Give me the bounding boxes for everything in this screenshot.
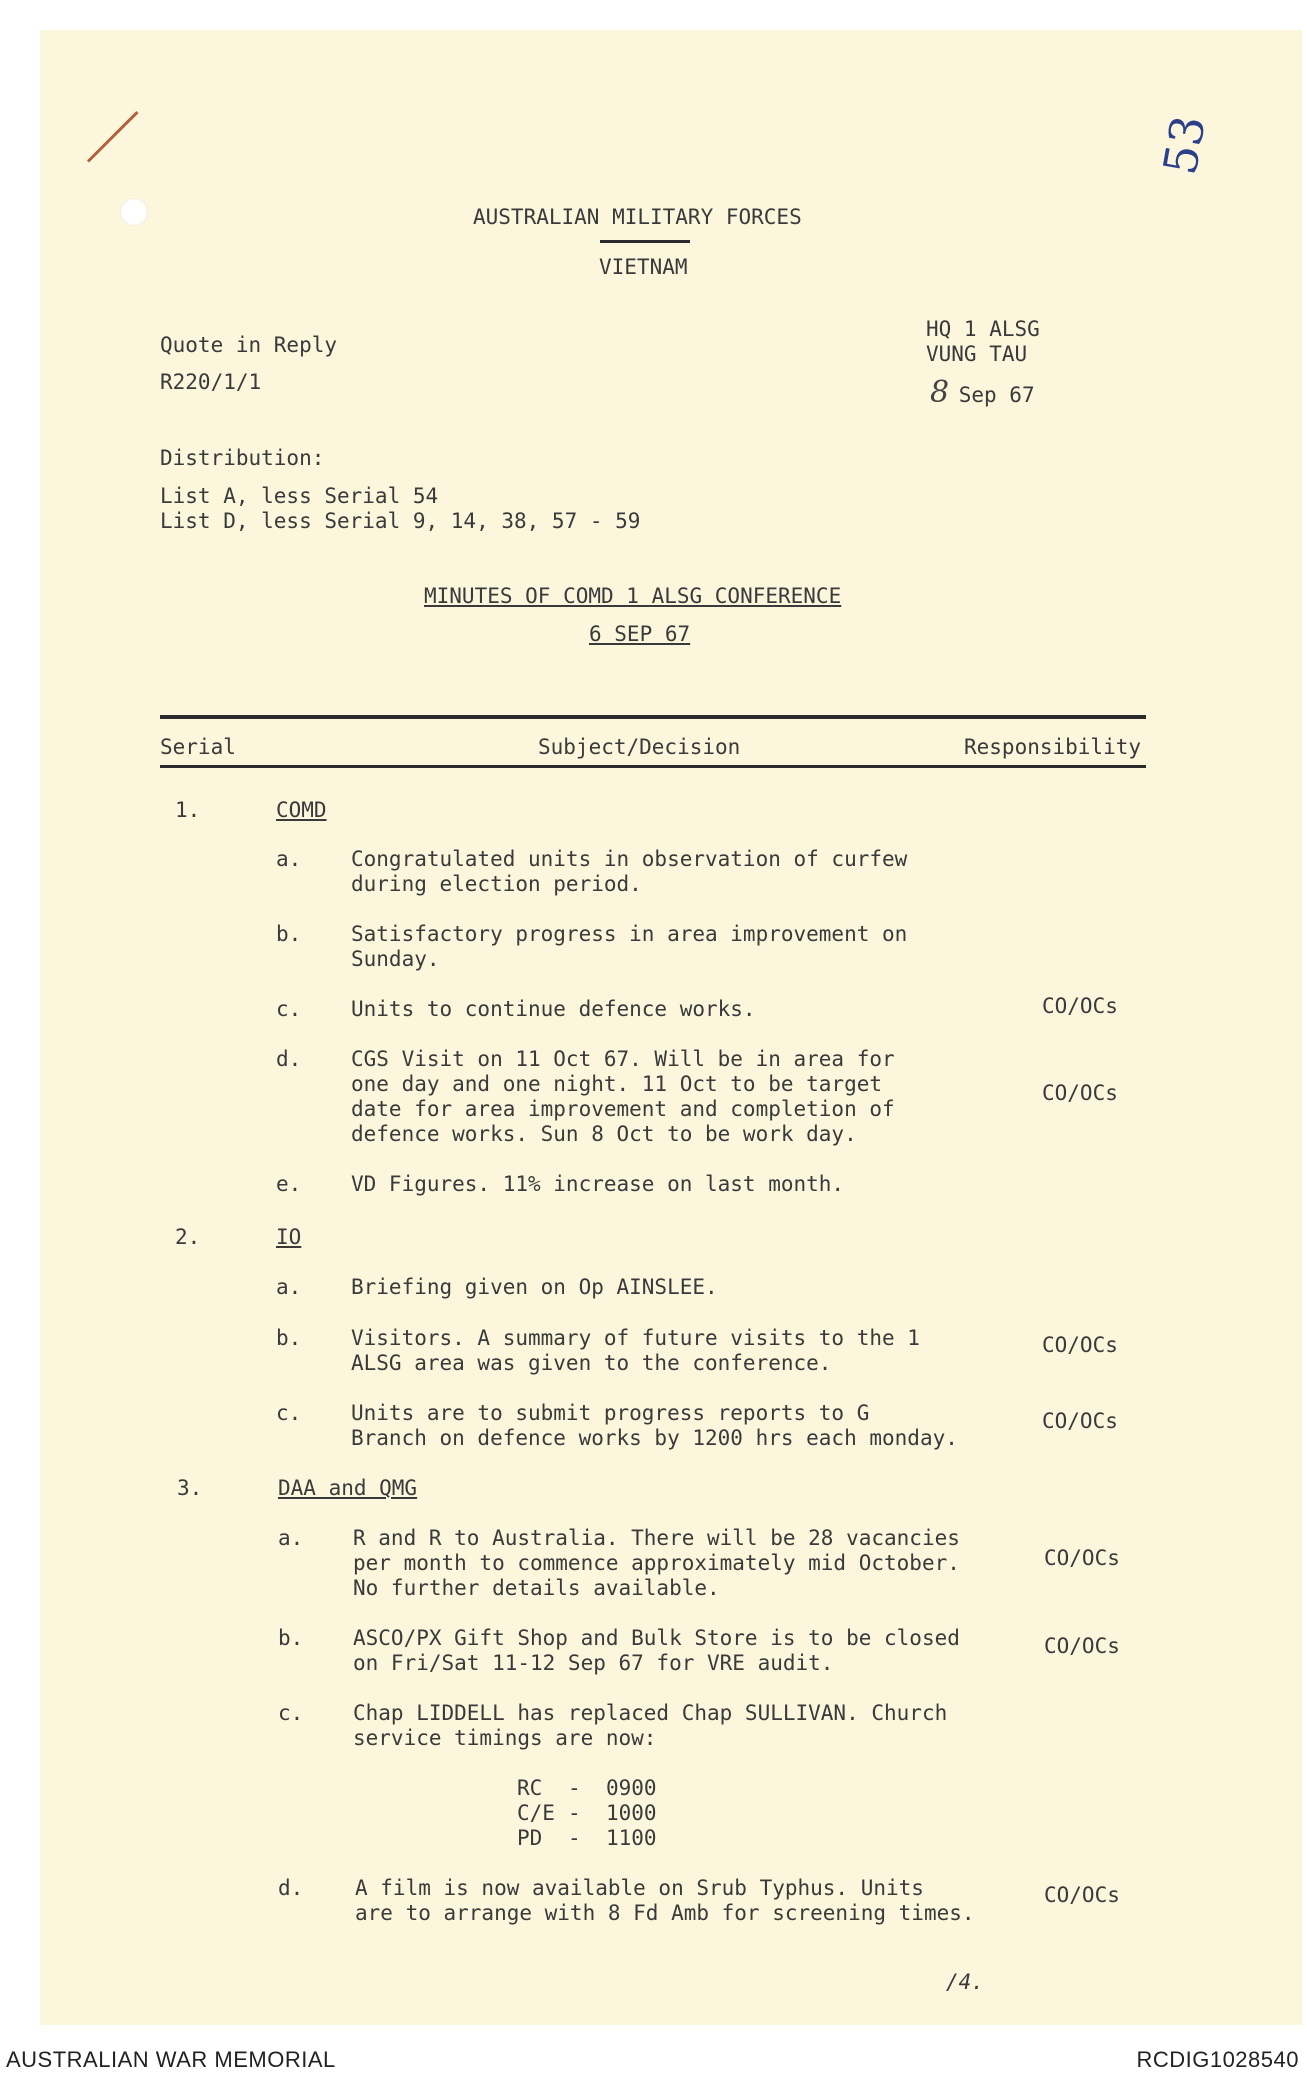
item-text: during election period. — [351, 872, 642, 896]
section-serial: 2. — [175, 1225, 201, 1249]
footer-source: AUSTRALIAN WAR MEMORIAL — [6, 2047, 336, 2072]
item-text: on Fri/Sat 11-12 Sep 67 for VRE audit. — [353, 1651, 834, 1675]
item-text: are to arrange with 8 Fd Amb for screening times. — [355, 1901, 975, 1925]
item-text: Briefing given on Op AINSLEE. — [351, 1275, 718, 1299]
reference-number: R220/1/1 — [160, 370, 262, 394]
item-text: No further details available. — [353, 1576, 720, 1600]
item-responsibility: CO/OCs — [1042, 994, 1118, 1018]
item-letter: b. — [276, 922, 302, 946]
distribution-line: List D, less Serial 9, 14, 38, 57 - 59 — [160, 509, 641, 533]
item-text: Chap LIDDELL has replaced Chap SULLIVAN. Church — [353, 1701, 948, 1725]
section-heading: COMD — [276, 798, 327, 822]
service-dash: - — [568, 1826, 581, 1850]
column-header-responsibility: Responsibility — [964, 735, 1142, 759]
service-dash: - — [568, 1776, 581, 1800]
minutes-title: MINUTES OF COMD 1 ALSG CONFERENCE — [424, 584, 842, 608]
item-letter: c. — [276, 1401, 302, 1425]
item-responsibility: CO/OCs — [1044, 1546, 1120, 1570]
item-letter: e. — [276, 1172, 302, 1196]
item-text: Satisfactory progress in area improvement on — [351, 922, 908, 946]
quote-in-reply-label: Quote in Reply — [160, 333, 338, 357]
section-heading: DAA and QMG — [278, 1476, 418, 1500]
item-text: Units are to submit progress reports to G — [351, 1401, 870, 1425]
item-responsibility: CO/OCs — [1044, 1883, 1120, 1907]
service-time: 1100 — [606, 1826, 657, 1850]
hq-location: VUNG TAU — [926, 342, 1028, 366]
continuation-page-marker: /4. — [946, 1970, 984, 1994]
footer-record-id: RCDIG1028540 — [1136, 2047, 1299, 2072]
table-header-rule — [160, 765, 1146, 768]
handwritten-folio-number: 53 — [1152, 111, 1216, 179]
item-letter: c. — [276, 997, 302, 1021]
service-time: 1000 — [606, 1801, 657, 1825]
item-text: ASCO/PX Gift Shop and Bulk Store is to be closed — [353, 1626, 960, 1650]
punch-hole — [120, 198, 148, 226]
org-heading: AUSTRALIAN MILITARY FORCES — [473, 205, 802, 229]
item-responsibility: CO/OCs — [1044, 1634, 1120, 1658]
pencil-mark — [87, 111, 139, 163]
service-time: 0900 — [606, 1776, 657, 1800]
item-text: CGS Visit on 11 Oct 67. Will be in area for — [351, 1047, 895, 1071]
item-letter: d. — [276, 1047, 302, 1071]
item-text: date for area improvement and completion of — [351, 1097, 895, 1121]
item-letter: d. — [278, 1876, 304, 1900]
item-letter: b. — [276, 1326, 302, 1350]
org-heading-rule — [600, 240, 690, 243]
service-denomination: PD — [517, 1826, 543, 1850]
section-serial: 3. — [177, 1476, 203, 1500]
item-text: ALSG area was given to the conference. — [351, 1351, 832, 1375]
item-text: service timings are now: — [353, 1726, 657, 1750]
item-letter: a. — [276, 847, 302, 871]
item-text: Congratulated units in observation of curfew — [351, 847, 908, 871]
section-heading: IO — [276, 1225, 302, 1249]
item-responsibility: CO/OCs — [1042, 1333, 1118, 1357]
date-day: 8 — [930, 375, 950, 410]
item-text: Branch on defence works by 1200 hrs each monday. — [351, 1426, 958, 1450]
service-denomination: C/E — [517, 1801, 555, 1825]
minutes-date: 6 SEP 67 — [589, 622, 691, 646]
item-text: R and R to Australia. There will be 28 vacancies — [353, 1526, 960, 1550]
item-text: one day and one night. 11 Oct to be target — [351, 1072, 883, 1096]
letter-date — [930, 375, 1035, 410]
item-letter: b. — [278, 1626, 304, 1650]
column-header-subject: Subject/Decision — [538, 735, 741, 759]
item-letter: c. — [278, 1701, 304, 1725]
item-text: VD Figures. 11% increase on last month. — [351, 1172, 845, 1196]
item-text: Sunday. — [351, 947, 440, 971]
item-letter: a. — [276, 1275, 302, 1299]
date-month-year: Sep 67 — [958, 383, 1035, 407]
item-text: Visitors. A summary of future visits to the 1 — [351, 1326, 920, 1350]
column-header-serial: Serial — [160, 735, 236, 759]
hq-unit: HQ 1 ALSG — [926, 317, 1040, 341]
table-top-rule — [160, 715, 1146, 719]
item-letter: a. — [278, 1526, 304, 1550]
item-responsibility: CO/OCs — [1042, 1081, 1118, 1105]
item-text: A film is now available on Srub Typhus. Units — [355, 1876, 924, 1900]
item-text: per month to commence approximately mid October. — [353, 1551, 960, 1575]
item-text: Units to continue defence works. — [351, 997, 756, 1021]
distribution-line: List A, less Serial 54 — [160, 484, 439, 508]
section-serial: 1. — [175, 798, 201, 822]
country-heading: VIETNAM — [599, 255, 688, 279]
item-text: defence works. Sun 8 Oct to be work day. — [351, 1122, 857, 1146]
distribution-label: Distribution: — [160, 446, 325, 470]
service-dash: - — [568, 1801, 581, 1825]
item-responsibility: CO/OCs — [1042, 1409, 1118, 1433]
service-denomination: RC — [517, 1776, 543, 1800]
